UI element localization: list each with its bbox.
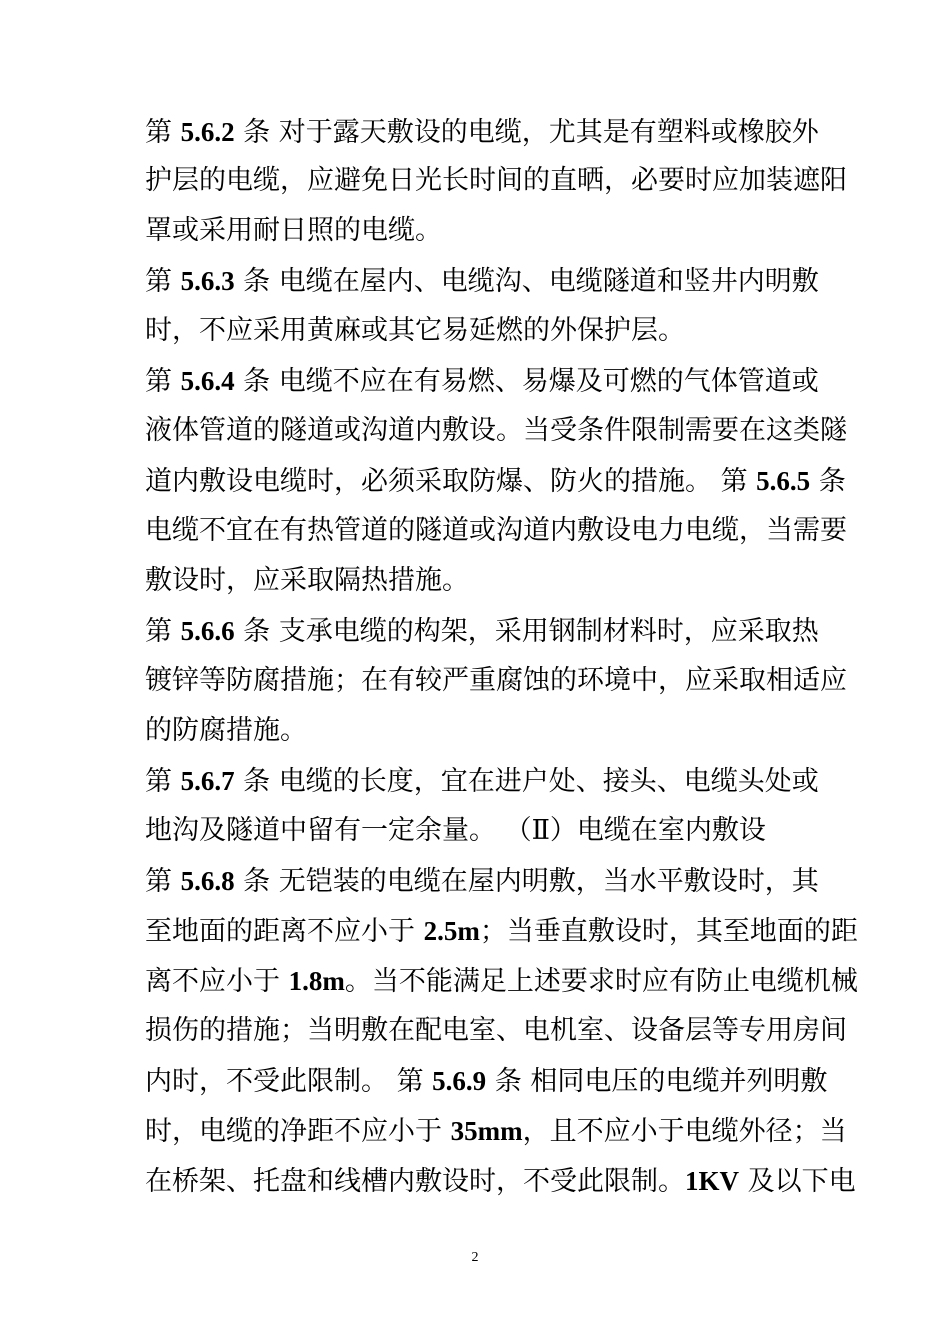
bold-term: 35mm	[450, 1116, 523, 1146]
text-line	[145, 1116, 847, 1147]
text-line	[145, 366, 819, 397]
text-line	[145, 466, 846, 497]
text-run: 条	[810, 466, 846, 497]
text-run: 液体管道的隧道或沟道内敷设。当受条件限制需要在这类隧	[145, 415, 847, 446]
text-line	[145, 616, 819, 647]
text-run: ，且不应小于电缆外径；当	[522, 1116, 847, 1147]
text-run: 敷设时，应采取隔热措施。	[145, 565, 469, 596]
text-line	[145, 916, 858, 947]
text-line	[145, 866, 819, 897]
text-line	[145, 1066, 828, 1097]
text-line	[145, 266, 819, 297]
text-run: 在桥架、托盘和线槽内敷设时，不受此限制。	[145, 1166, 685, 1197]
text-run: 损伤的措施；当明敷在配电室、电机室、设备层等专用房间	[145, 1015, 847, 1046]
text-run: 。当不能满足上述要求时应有防止电缆机械	[344, 966, 858, 997]
text-run: 第	[145, 366, 181, 397]
text-line	[145, 165, 847, 196]
text-run: 罩或采用耐日照的电缆。	[145, 215, 442, 246]
text-run: 条 电缆在屋内、电缆沟、电缆隧道和竖井内明敷	[234, 266, 819, 297]
page-number: 2	[471, 1250, 479, 1265]
bold-term: 5.6.8	[180, 866, 235, 896]
text-line	[145, 716, 815, 746]
text-run: 第	[145, 616, 181, 647]
text-run: 第	[145, 266, 181, 297]
text-run: 地沟及隧道中留有一定余量。 （Ⅱ）电缆在室内敷设	[145, 815, 766, 846]
text-run: 第	[145, 766, 181, 797]
text-run: 道内敷设电缆时，必须采取防爆、防火的措施。 第	[145, 466, 757, 497]
text-run: 护层的电缆，应避免日光长时间的直晒，必要时应加装遮阳	[145, 165, 847, 196]
text-run: 内时，不受此限制。 第	[145, 1066, 433, 1097]
text-run: 电缆不宜在有热管道的隧道或沟道内敷设电力电缆，当需要	[145, 515, 847, 546]
text-run: 条 电缆的长度，宜在进户处、接头、电缆头处或	[234, 766, 819, 797]
text-line	[145, 766, 819, 797]
text-line	[145, 117, 819, 148]
text-run: 时，不应采用黄麻或其它易延燃的外保护层。	[145, 315, 685, 346]
text-line	[145, 316, 815, 346]
bold-term: 1KV	[685, 1166, 739, 1196]
bold-term: 5.6.6	[180, 616, 235, 646]
text-run: 镀锌等防腐措施；在有较严重腐蚀的环境中，应采取相适应	[145, 665, 847, 696]
bold-term: 5.6.2	[180, 117, 235, 147]
text-run: 条 电缆不应在有易燃、易爆及可燃的气体管道或	[234, 366, 819, 397]
bold-term: 5.6.5	[756, 466, 811, 496]
text-line	[145, 665, 847, 696]
text-line	[145, 966, 858, 997]
text-run: 至地面的距离不应小于	[145, 916, 424, 947]
text-run: 时，电缆的净距不应小于	[145, 1116, 451, 1147]
text-run: 条 相同电压的电缆并列明敷	[486, 1066, 828, 1097]
text-run: 条 无铠装的电缆在屋内明敷，当水平敷设时，其	[234, 866, 819, 897]
text-line	[145, 1166, 856, 1197]
text-line	[145, 1015, 847, 1046]
text-run: 第	[145, 866, 181, 897]
text-run: 离不应小于	[145, 966, 289, 997]
text-line	[145, 515, 847, 546]
text-line	[145, 216, 815, 246]
text-line	[145, 816, 815, 846]
text-run: ；当垂直敷设时，其至地面的距	[479, 916, 858, 947]
bold-term: 5.6.7	[180, 766, 235, 796]
bold-term: 2.5m	[423, 916, 480, 946]
text-run: 及以下电	[739, 1166, 856, 1197]
text-run: 条 支承电缆的构架，采用钢制材料时，应采取热	[234, 616, 819, 647]
bold-term: 5.6.3	[180, 266, 235, 296]
bold-term: 5.6.4	[180, 366, 235, 396]
text-line	[145, 566, 815, 596]
bold-term: 1.8m	[288, 966, 345, 996]
text-line	[145, 415, 847, 446]
text-run: 条 对于露天敷设的电缆，尤其是有塑料或橡胶外	[234, 117, 819, 148]
bold-term: 5.6.9	[432, 1066, 487, 1096]
text-run: 第	[145, 117, 181, 148]
text-run: 的防腐措施。	[145, 715, 307, 746]
